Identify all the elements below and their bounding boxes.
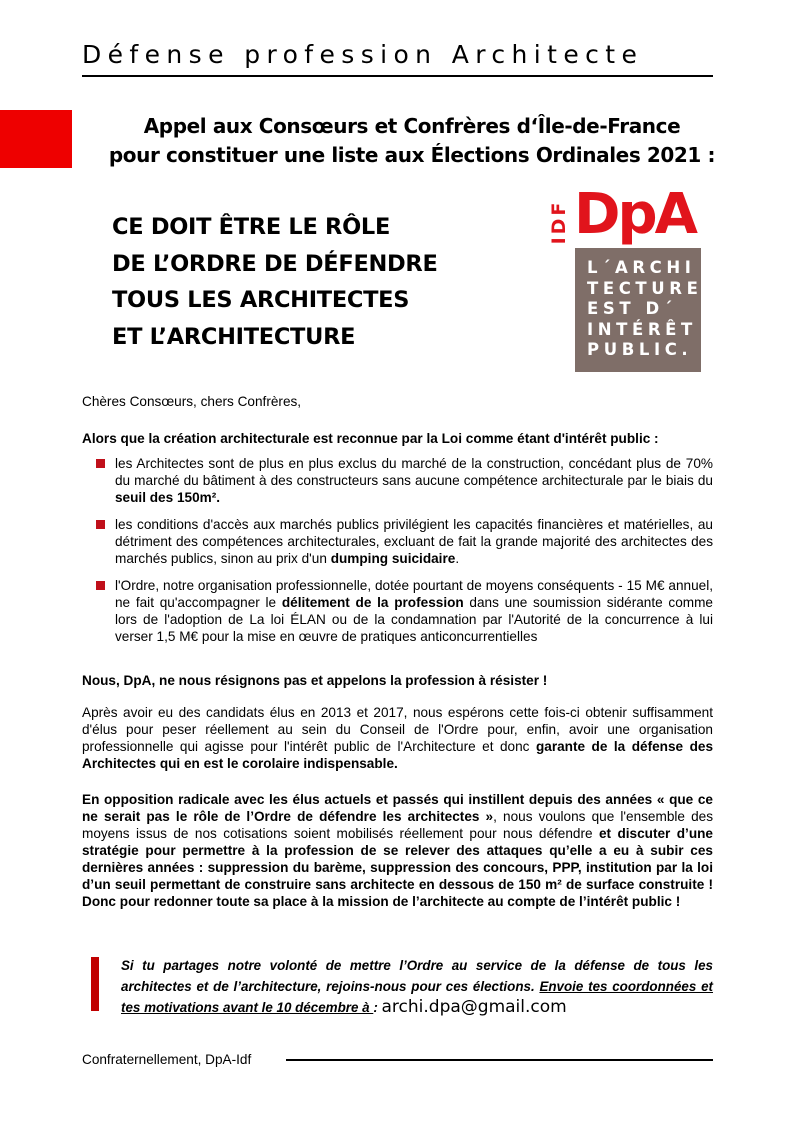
- callout-text: [121, 955, 713, 1018]
- lead-statement: Alors que la création architecturale est reconnue par la Loi comme étant d'intérêt public :: [82, 431, 659, 446]
- paragraph-text: , nous voulons que l'ensemble des moyens issus de nos cotisations soient mobilisés réellement pour nous défendre: [82, 809, 713, 841]
- red-square-bullet-icon: [96, 459, 105, 468]
- call-title: [80, 112, 744, 170]
- logo-tagline-line: L´ARCHI: [587, 258, 696, 277]
- slogan-line: TOUS LES ARCHITECTES: [112, 287, 410, 313]
- list-item-emphasis: délitement de la profession: [281, 595, 464, 610]
- document-header: [82, 38, 713, 72]
- paragraph-text: Après avoir eu des candidats élus en 2013 et 2017, nous espérons cette fois-ci obtenir suffisamment d'élus pour peser réellement au sein du Conseil de l'Ordre pour, enfin, avoir une organisation professionnelle qui agisse pour l'intérêt public de l'Architecture et donc: [82, 705, 713, 754]
- list-item-text-after: dans une soumission sidérante comme lors de l'adoption de La loi ÉLAN ou de la condamnation par l'Autorité de la concurrence à lui verser 1,5 M€ pour la mise en œuvre de pratiques anticoncurrentielles: [115, 595, 713, 644]
- list-item-text: l'Ordre, notre organisation professionnelle, dotée pourtant de moyens conséquents - 15 M€ annuel, ne fait qu'accompagner le: [115, 578, 713, 610]
- logo-dpa-wordmark: DpA: [574, 182, 695, 247]
- logo-tagline-line: EST D´: [587, 299, 677, 318]
- logo-idf-label: [545, 196, 573, 248]
- list-item: [96, 516, 713, 567]
- call-title-line-2: pour constituer une liste aux Élections Ordinales 2021 :: [108, 143, 716, 167]
- header-title: Défense profession Architecte: [82, 40, 644, 69]
- paragraph-elections-history: [82, 704, 713, 772]
- slogan: [112, 209, 438, 355]
- paragraph-emphasis: En opposition radicale avec les élus actuels et passés qui instillent depuis des années « que ce ne serait pas le rôle de l’Ordre de défendre les architectes »: [82, 792, 713, 824]
- signature-line: [286, 1059, 713, 1061]
- salutation: Chères Consœurs, chers Confrères,: [82, 394, 302, 409]
- red-square-bullet-icon: [96, 520, 105, 529]
- list-item-emphasis: seuil des 150m².: [115, 490, 221, 505]
- dpa-idf-logo: [545, 182, 705, 375]
- callout-deadline: Envoie tes coordonnées et tes motivations avant le 10 décembre à: [121, 979, 713, 1015]
- contact-email-link[interactable]: archi.dpa@gmail.com: [381, 997, 567, 1017]
- callout-body: Si tu partages notre volonté de mettre l’Ordre au service de la défense de tous les architectes et de l’architecture, rejoins-nous pour ces élections.: [121, 958, 713, 994]
- list-item-text-after: .: [455, 551, 460, 566]
- callout-red-bar: [91, 957, 99, 1011]
- list-item-emphasis: dumping suicidaire: [330, 551, 456, 566]
- slogan-line: CE DOIT ÊTRE LE RÔLE: [112, 214, 391, 240]
- callout-separator: :: [373, 1000, 382, 1015]
- slogan-line: DE L’ORDRE DE DÉFENDRE: [112, 250, 438, 277]
- list-item: [96, 577, 713, 645]
- slogan-line: ET L’ARCHITECTURE: [112, 323, 356, 350]
- logo-tagline-line: PUBLIC.: [587, 340, 693, 359]
- list-item-text: les Architectes sont de plus en plus exclus du marché de la construction, concédant plus de 70% du marché du bâtiment à des constructeurs sans aucune compétence architecturale par le biais du: [115, 456, 713, 488]
- call-to-action: [91, 955, 713, 1018]
- header-divider: [82, 75, 713, 77]
- red-square-bullet-icon: [96, 581, 105, 590]
- paragraph-emphasis: et discuter d’une stratégie pour permettre à la profession de se relever des attaques qu’elle a eu à subir ces dernières années : suppression du barème, suppression des concours, PPP, institution par la loi d’un seuil permettant de construire sans architecte en dessous de 150 m² de surface construite ! Donc pour redonner toute sa place à la mission de l’architecte au compte de l’intérêt public !: [82, 826, 713, 909]
- closing-signature: Confraternellement, DpA-Idf: [82, 1052, 252, 1067]
- logo-tagline-line: INTÉRÊT: [587, 319, 697, 339]
- paragraph-emphasis: garante de la défense des Architectes qui en est le corolaire indispensable.: [82, 739, 714, 771]
- list-item-text: les conditions d'accès aux marchés publics privilégient les capacités financières et matérielles, au détriment des compétences architecturales, excluant de fait la grande majorité des architectes des marchés publics, sinon au prix d'un: [115, 517, 713, 566]
- logo-idf-text: IDF: [548, 199, 570, 245]
- footer: [82, 1051, 713, 1068]
- logo-tagline-box: [575, 248, 701, 372]
- call-title-line-1: Appel aux Consœurs et Confrères d‘Île-de-France: [143, 114, 681, 138]
- paragraph-opposition: [82, 791, 713, 910]
- list-item: [96, 455, 713, 506]
- resistance-statement: Nous, DpA, ne nous résignons pas et appelons la profession à résister !: [82, 673, 548, 688]
- logo-tagline-line: TECTURE: [587, 278, 703, 298]
- red-accent-block: [0, 110, 72, 168]
- grievance-list: [96, 455, 713, 655]
